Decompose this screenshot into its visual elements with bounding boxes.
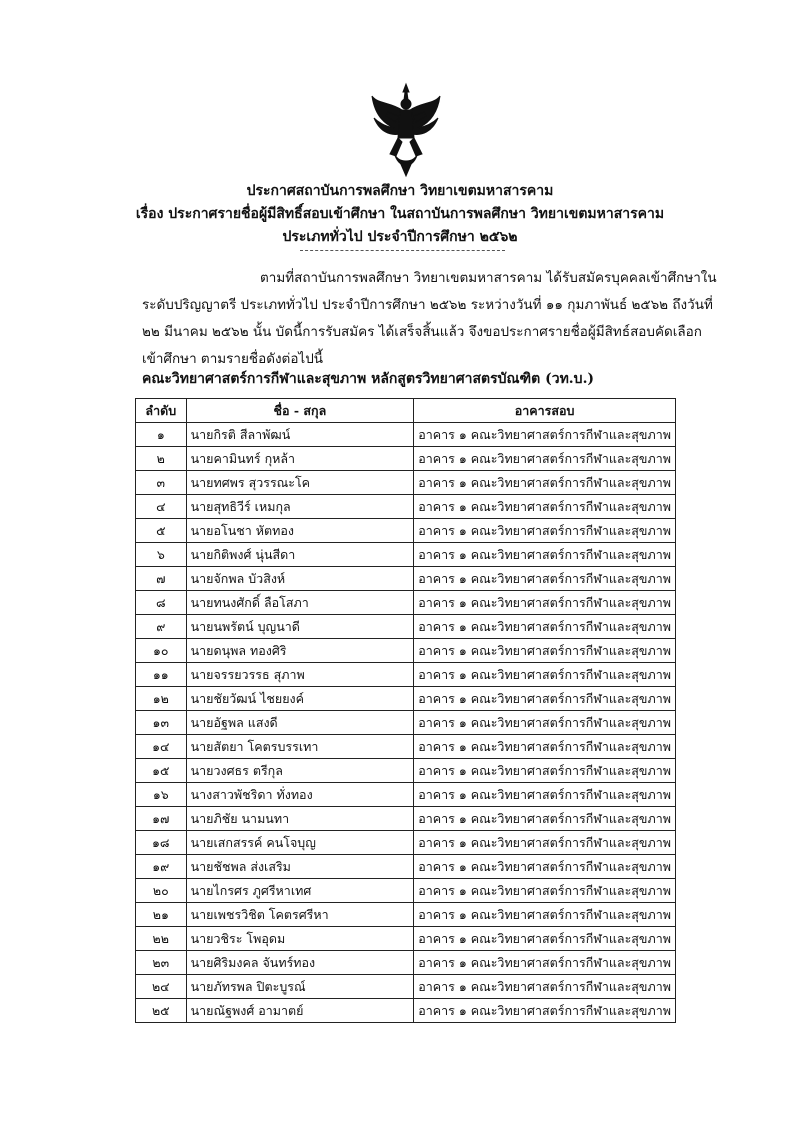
table-row: [136, 567, 676, 591]
table-row: [136, 615, 676, 639]
cell-name: นายทศพร สุวรรณะโค: [186, 471, 414, 495]
table-row: [136, 663, 676, 687]
cell-building: อาคาร ๑ คณะวิทยาศาสตร์การกีฬาและสุขภาพ: [414, 831, 676, 855]
cell-building: อาคาร ๑ คณะวิทยาศาสตร์การกีฬาและสุขภาพ: [414, 807, 676, 831]
cell-name: นายเพชรวิชิต โคตรศรีหา: [186, 903, 414, 927]
table-row: [136, 879, 676, 903]
cell-building: อาคาร ๑ คณะวิทยาศาสตร์การกีฬาและสุขภาพ: [414, 999, 676, 1023]
cell-name: นายชัยวัฒน์ ไชยยงค์: [186, 687, 414, 711]
cell-building: อาคาร ๑ คณะวิทยาศาสตร์การกีฬาและสุขภาพ: [414, 639, 676, 663]
table-row: [136, 999, 676, 1023]
table-row: [136, 495, 676, 519]
cell-name: นายศิริมงคล จันทร์ทอง: [186, 951, 414, 975]
cell-order: ๒๓: [136, 951, 187, 975]
table-row: [136, 951, 676, 975]
cell-name: นายณัฐพงศ์ อามาตย์: [186, 999, 414, 1023]
cell-name: นายสุทธิวีร์ เหมกุล: [186, 495, 414, 519]
cell-building: อาคาร ๑ คณะวิทยาศาสตร์การกีฬาและสุขภาพ: [414, 711, 676, 735]
cell-order: ๑๔: [136, 735, 187, 759]
garuda-emblem-icon: [370, 82, 442, 178]
cell-name: นายนพรัตน์ บุญนาดี: [186, 615, 414, 639]
cell-order: ๑๕: [136, 759, 187, 783]
body-line-4: เข้าศึกษา ตามรายชื่อดังต่อไปนี้: [142, 351, 324, 367]
announcement-category: ประเภททั่วไป ประจำปีการศึกษา ๒๕๖๒: [282, 229, 518, 245]
table-row: [136, 759, 676, 783]
cell-building: อาคาร ๑ คณะวิทยาศาสตร์การกีฬาและสุขภาพ: [414, 927, 676, 951]
cell-building: อาคาร ๑ คณะวิทยาศาสตร์การกีฬาและสุขภาพ: [414, 951, 676, 975]
table-row: [136, 855, 676, 879]
table-row: [136, 735, 676, 759]
cell-name: นายวชิระ โพอุดม: [186, 927, 414, 951]
cell-name: นายเสกสรรค์ คนโจบุญ: [186, 831, 414, 855]
cell-name: นายดนุพล ทองศิริ: [186, 639, 414, 663]
announcement-title: ประกาศสถาบันการพลศึกษา วิทยาเขตมหาสารคาม: [246, 183, 554, 199]
announcement-body: [142, 265, 717, 373]
cell-order: ๒๕: [136, 999, 187, 1023]
cell-order: ๒: [136, 447, 187, 471]
table-row: [136, 783, 676, 807]
cell-building: อาคาร ๑ คณะวิทยาศาสตร์การกีฬาและสุขภาพ: [414, 423, 676, 447]
cell-name: นายไกรศร ภูศรีหาเทศ: [186, 879, 414, 903]
table-row: [136, 975, 676, 999]
cell-building: อาคาร ๑ คณะวิทยาศาสตร์การกีฬาและสุขภาพ: [414, 543, 676, 567]
table-row: [136, 687, 676, 711]
header-divider: [300, 250, 505, 251]
cell-order: ๑๑: [136, 663, 187, 687]
cell-building: อาคาร ๑ คณะวิทยาศาสตร์การกีฬาและสุขภาพ: [414, 855, 676, 879]
column-header-building: อาคารสอบ: [414, 399, 676, 423]
cell-name: นายทนงศักดิ์ ลือโสภา: [186, 591, 414, 615]
table-row: [136, 591, 676, 615]
cell-order: ๙: [136, 615, 187, 639]
cell-building: อาคาร ๑ คณะวิทยาศาสตร์การกีฬาและสุขภาพ: [414, 735, 676, 759]
faculty-heading: คณะวิทยาศาสตร์การกีฬาและสุขภาพ หลักสูตรวิทยาศาสตรบัณฑิต (วท.บ.): [142, 371, 595, 387]
table-row: [136, 903, 676, 927]
table-row: [136, 543, 676, 567]
cell-order: ๓: [136, 471, 187, 495]
table-row: [136, 831, 676, 855]
cell-building: อาคาร ๑ คณะวิทยาศาสตร์การกีฬาและสุขภาพ: [414, 471, 676, 495]
body-line-3: ๒๒ มีนาคม ๒๕๖๒ นั้น บัดนี้การรับสมัคร ได้เสร็จสิ้นแล้ว จึงขอประกาศรายชื่อผู้มีสิทธ์สอบคัดเลือก: [142, 324, 702, 340]
cell-building: อาคาร ๑ คณะวิทยาศาสตร์การกีฬาและสุขภาพ: [414, 567, 676, 591]
table-row: [136, 471, 676, 495]
table-row: [136, 639, 676, 663]
candidate-table: [135, 398, 676, 1023]
cell-order: ๕: [136, 519, 187, 543]
cell-name: นายจรรยวรรธ สุภาพ: [186, 663, 414, 687]
cell-building: อาคาร ๑ คณะวิทยาศาสตร์การกีฬาและสุขภาพ: [414, 975, 676, 999]
body-line-2: ระดับปริญญาตรี ประเภททั่วไป ประจำปีการศึกษา ๒๕๖๒ ระหว่างวันที่ ๑๑ กุมภาพันธ์ ๒๕๖๒ ถึงวันที่: [142, 297, 713, 313]
cell-building: อาคาร ๑ คณะวิทยาศาสตร์การกีฬาและสุขภาพ: [414, 759, 676, 783]
table-row: [136, 519, 676, 543]
cell-name: นายวงศธร ตรีกุล: [186, 759, 414, 783]
cell-order: ๑๖: [136, 783, 187, 807]
cell-order: ๑๘: [136, 831, 187, 855]
cell-building: อาคาร ๑ คณะวิทยาศาสตร์การกีฬาและสุขภาพ: [414, 903, 676, 927]
cell-building: อาคาร ๑ คณะวิทยาศาสตร์การกีฬาและสุขภาพ: [414, 615, 676, 639]
cell-building: อาคาร ๑ คณะวิทยาศาสตร์การกีฬาและสุขภาพ: [414, 783, 676, 807]
cell-order: ๔: [136, 495, 187, 519]
table-row: [136, 807, 676, 831]
table-row: [136, 447, 676, 471]
cell-building: อาคาร ๑ คณะวิทยาศาสตร์การกีฬาและสุขภาพ: [414, 519, 676, 543]
cell-order: ๑๗: [136, 807, 187, 831]
cell-order: ๘: [136, 591, 187, 615]
cell-name: นายชัชพล ส่งเสริม: [186, 855, 414, 879]
table-row: [136, 711, 676, 735]
cell-order: ๒๐: [136, 879, 187, 903]
cell-name: นายกิรติ สีลาพัฒน์: [186, 423, 414, 447]
cell-order: ๑๙: [136, 855, 187, 879]
column-header-order: ลำดับ: [136, 399, 187, 423]
cell-order: ๑๓: [136, 711, 187, 735]
cell-order: ๖: [136, 543, 187, 567]
cell-name: นายสัตยา โคตรบรรเทา: [186, 735, 414, 759]
cell-building: อาคาร ๑ คณะวิทยาศาสตร์การกีฬาและสุขภาพ: [414, 591, 676, 615]
table-header-row: [136, 399, 676, 423]
cell-order: ๒๔: [136, 975, 187, 999]
cell-order: ๑๐: [136, 639, 187, 663]
cell-order: ๗: [136, 567, 187, 591]
cell-building: อาคาร ๑ คณะวิทยาศาสตร์การกีฬาและสุขภาพ: [414, 447, 676, 471]
cell-name: นายจักพล บัวสิงห์: [186, 567, 414, 591]
cell-name: นางสาวพัชริดา ทั่งทอง: [186, 783, 414, 807]
cell-order: ๒๒: [136, 927, 187, 951]
cell-name: นายอัฐพล แสงดี: [186, 711, 414, 735]
column-header-name: ชื่อ - สกุล: [186, 399, 414, 423]
cell-building: อาคาร ๑ คณะวิทยาศาสตร์การกีฬาและสุขภาพ: [414, 495, 676, 519]
cell-order: ๑๒: [136, 687, 187, 711]
cell-building: อาคาร ๑ คณะวิทยาศาสตร์การกีฬาและสุขภาพ: [414, 687, 676, 711]
cell-order: ๑: [136, 423, 187, 447]
cell-order: ๒๑: [136, 903, 187, 927]
table-row: [136, 423, 676, 447]
body-line-1: ตามที่สถาบันการพลศึกษา วิทยาเขตมหาสารคาม ได้รับสมัครบุคคลเข้าศึกษาใน: [260, 270, 717, 286]
cell-building: อาคาร ๑ คณะวิทยาศาสตร์การกีฬาและสุขภาพ: [414, 879, 676, 903]
cell-building: อาคาร ๑ คณะวิทยาศาสตร์การกีฬาและสุขภาพ: [414, 663, 676, 687]
cell-name: นายอโนชา หัตทอง: [186, 519, 414, 543]
cell-name: นายภิชัย นามนทา: [186, 807, 414, 831]
cell-name: นายคามินทร์ กุหล้า: [186, 447, 414, 471]
cell-name: นายภัทรพล ปิตะบูรณ์: [186, 975, 414, 999]
cell-name: นายกิติพงศ์ นุ่นสีดา: [186, 543, 414, 567]
announcement-subject: เรื่อง ประกาศรายชื่อผู้มีสิทธิ์สอบเข้าศึกษา ในสถาบันการพลศึกษา วิทยาเขตมหาสารคาม: [135, 206, 665, 222]
table-row: [136, 927, 676, 951]
